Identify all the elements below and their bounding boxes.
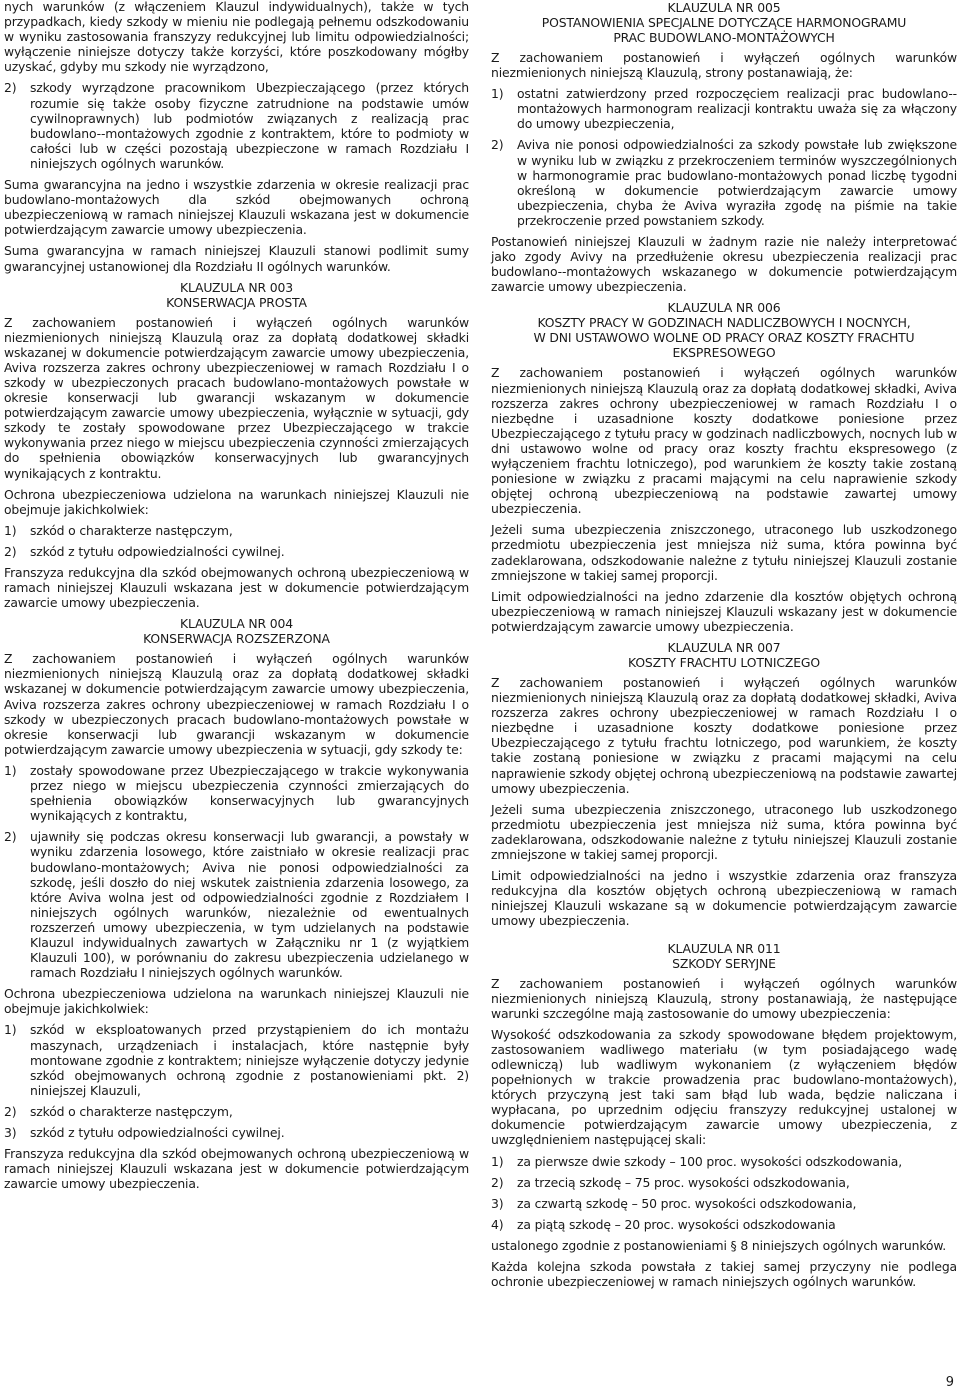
scale-list: [491, 1154, 957, 1232]
list-item: [4, 544, 469, 559]
clause-title: KOSZTY FRACHTU LOTNICZEGO: [628, 655, 820, 670]
clause-list: [491, 86, 957, 228]
list-number: 2): [4, 1103, 17, 1119]
list-text: ostatni zatwierdzony przed rozpoczęciem realizacji prac budowlano--montażowych harmonogram realizacji kontraktu uważa się za włączony do umowy ubezpieczenia,: [517, 86, 957, 132]
page-number: 9: [945, 1375, 954, 1390]
clause-title: KONSERWACJA PROSTA: [166, 294, 307, 310]
paragraph: Wysokość odszkodowania za szkody spowodowane błędem projektowym, zastosowaniem wadliwego materiału (w tym posiadającego wadę odlewniczą) lub wadliwym wykonaniem (z wyłączeniem błędów popełnionych w trakcie prowadzenia prac budowlano-montażowych), których przyczyną jest taki sam błąd lub wada, będzie naliczana i wypłacana, po uprzednim odjęciu franszyzy redukcyjnej ustalonej w dokumencie potwierdzającym zawarcie umowy ubezpieczenia, z uwzględnieniem następującej skali:: [491, 1026, 957, 1148]
list-text: zostały spowodowane przez Ubezpieczającego w trakcie wykonywania przez niego w miejscu ubezpieczenia czynności zmierzających do spełnienia obowiązków konserwacyjnych lub gwarancyjnych wynikających z kontraktu,: [30, 762, 469, 824]
clause-list: [4, 523, 469, 559]
list-text: szkód z tytułu odpowiedzialności cywilnej.: [30, 543, 285, 559]
clause-heading-011: [491, 941, 957, 971]
continuation-paragraph: nych warunków (z włączeniem Klauzul indywidualnych), także w tych przypadkach, kiedy szkody w mieniu nie podlegają pełnemu odszkodowaniu w wyniku zastosowania franszyzy redukcyjnej lub limitu odpowiedzialności; wyłączenie niniejsze dotyczy także korzyści, które poszkodowany mógłby uzyskać, gdyby mu szkody nie wyrządzono,: [4, 0, 469, 75]
clause-number: KLAUZULA NR 007: [667, 640, 781, 655]
clause-heading-005: [491, 0, 957, 45]
clause-number: KLAUZULA NR 005: [667, 0, 781, 15]
clause-heading-003: [4, 280, 469, 310]
list-number: 1): [491, 1153, 504, 1169]
paragraph: Franszyza redukcyjna dla szkód obejmowanych ochroną ubezpieczeniową w ramach niniejszej Klauzuli wskazana jest w dokumencie potwierdzającym zawarcie umowy ubezpieczenia.: [4, 565, 469, 611]
list-number: 2): [491, 1174, 504, 1190]
list-text: za pierwsze dwie szkody – 100 proc. wysokości odszkodowania,: [517, 1153, 902, 1169]
clause-heading-004: [4, 616, 469, 646]
list-item: [491, 86, 957, 131]
clause-number: KLAUZULA NR 011: [667, 940, 781, 956]
paragraph: Jeżeli suma ubezpieczenia zniszczonego, utraconego lub uszkodzonego przedmiotu ubezpieczenia jest mniejsza niż suma, która powinna być zadeklarowana, odszkodowanie należne z tytułu niniejszej Klauzuli zostanie zmniejszone w takiej samej proporcji.: [491, 801, 957, 863]
list-number: 1): [4, 1022, 17, 1038]
list-item: [4, 1125, 469, 1140]
list-text: szkód o charakterze następczym,: [30, 522, 233, 538]
list-item: [491, 1196, 957, 1211]
list-text: za trzecią szkodę – 75 proc. wysokości odszkodowania,: [517, 1174, 850, 1190]
list-number: 2): [4, 829, 17, 845]
list-text: za czwartą szkodę – 50 proc. wysokości odszkodowania,: [517, 1195, 857, 1211]
left-column: [4, 0, 469, 1197]
exclusion-list: [4, 80, 469, 171]
list-number: 3): [491, 1195, 504, 1211]
paragraph: Limit odpowiedzialności na jedno zdarzenie dla kosztów objętych ochroną ubezpieczeniową w ramach niniejszej Klauzuli wskazany jest w dokumencie potwierdzającym zawarcie umowy ubezpieczenia.: [491, 588, 957, 634]
clause-heading-007: [491, 640, 957, 670]
paragraph: Postanowień niniejszej Klauzuli w żadnym razie nie należy interpretować jako zgody Avivy na przedłużenie okresu ubezpieczenia realizacji prac budowlano--montażowych wskazanego w dokumencie potwierdzającym zawarcie umowy ubezpieczenia.: [491, 234, 957, 295]
paragraph: Ochrona ubezpieczeniowa udzielona na warunkach niniejszej Klauzuli nie obejmuje jakichkolwiek:: [4, 986, 469, 1017]
list-text: ujawniły się podczas okresu konserwacji lub gwarancji, a powstały w wyniku zdarzenia losowego, które zaistniało w okresie realizacji prac budowlano-montażowych; Aviva nie ponosi odpowiedzialności za szkodę, jeśli doszło do niej wskutek zaistnienia zdarzenia losowego, za które Aviva wolna jest od odpowiedzialności zgodnie z Rozdziałem I niniejszych ogólnych warunków, niezależnie od ewentualnych rozszerzeń umowy ubezpieczenia, w tym udzielanych na podstawie Klauzul indywidualnych zawartych w Załączniku nr 1 (z wyjątkiem Klauzuli 100), w porównaniu do zakresu ubezpieczenia udzielanego w ramach Rozdziału I niniejszych ogólnych warunków.: [30, 829, 469, 981]
clause-number: KLAUZULA NR 003: [179, 279, 294, 295]
list-item: [4, 829, 469, 980]
clause-title: POSTANOWIENIA SPECJALNE DOTYCZĄCE HARMONOGRAMU: [541, 15, 907, 30]
paragraph: Franszyza redukcyjna dla szkód obejmowanych ochroną ubezpieczeniową w ramach niniejszej Klauzuli wskazana jest w dokumencie potwierdzającym zawarcie umowy ubezpieczenia.: [4, 1146, 469, 1192]
list-item: [491, 1154, 957, 1169]
list-text: szkód o charakterze następczym,: [30, 1103, 233, 1119]
paragraph: Limit odpowiedzialności na jedno i wszystkie zdarzenia oraz franszyza redukcyjna dla kosztów objętych ochroną ubezpieczeniową w ramach niniejszej Klauzuli wskazane są w dokumencie potwierdzającym zawarcie umowy ubezpieczenia.: [491, 868, 957, 929]
clause-title: W DNI USTAWOWO WOLNE OD PRACY ORAZ KOSZTY FRACHTU: [533, 330, 915, 346]
clause-title: EKSPRESOWEGO: [672, 345, 776, 361]
list-number: 1): [491, 86, 504, 102]
list-number: 4): [491, 1216, 504, 1232]
list-number: 2): [491, 137, 504, 153]
paragraph: Suma gwarancyjna w ramach niniejszej Klauzuli stanowi podlimit sumy gwarancyjnej ustanowionej dla Rozdziału II ogólnych warunków.: [4, 243, 469, 274]
list-number: 1): [4, 522, 17, 538]
paragraph: Z zachowaniem postanowień i wyłączeń ogólnych warunków niezmienionych niniejszą Klauzulą oraz za dopłatą dodatkowej składki, Aviva rozszerza zakres ochrony ubezpieczeniowej w ramach Rozdziału I o niezbędne i uzasadnione koszty dodatkowe poniesione przez Ubezpieczającego z tytułu pracy w godzinach nadliczbowych, nocnych lub w dni ustawowo wolne od pracy oraz koszty frachtu ekspresowego (z wyłączeniem frachtu lotniczego), pod warunkiem że koszty takie zostaną poniesione w związku z pracami mającymi na celu naprawienie szkody objętej ochroną ubezpieczeniową na podstawie zawartej umowy ubezpieczenia.: [491, 365, 957, 517]
clause-title: KONSERWACJA ROZSZERZONA: [143, 631, 330, 647]
paragraph: Ochrona ubezpieczeniowa udzielona na warunkach niniejszej Klauzuli nie obejmuje jakichkolwiek:: [4, 486, 469, 517]
list-text: za piątą szkodę – 20 proc. wysokości odszkodowania: [517, 1216, 836, 1232]
list-item: [4, 523, 469, 538]
list-number: 3): [4, 1125, 17, 1140]
clause-list: [4, 763, 469, 980]
paragraph: Z zachowaniem postanowień i wyłączeń ogólnych warunków niezmienionych niniejszą Klauzulą oraz za dopłatą dodatkowej składki, Aviva rozszerza zakres ochrony ubezpieczeniowej w ramach Rozdziału I o niezbędne i uzasadnione koszty dodatkowe poniesione przez Ubezpieczającego z tytułu frachtu lotniczego, pod warunkiem, że koszty takie zostaną poniesione w związku z pracami mającymi na celu naprawienie szkody objętej ochroną ubezpieczeniową na podstawie zawartej umowy ubezpieczenia.: [491, 675, 957, 796]
paragraph: Z zachowaniem postanowień i wyłączeń ogólnych warunków niezmienionych niniejszą Klauzulą oraz za dopłatą dodatkowej składki wskazanej w dokumencie potwierdzającym zawarcie umowy ubezpieczenia, Aviva rozszerza zakres ochrony ubezpieczeniowej w ramach Rozdziału I o szkody w ubezpieczonych pracach budowlano-montażowych powstałe w okresie konserwacji lub gwarancji wskazanym w dokumencie potwierdzającym zawarcie umowy ubezpieczenia w sytuacji, gdy szkody te:: [4, 651, 469, 757]
clause-heading-006: [491, 300, 957, 360]
clause-list: [4, 1022, 469, 1140]
list-text: Aviva nie ponosi odpowiedzialności za szkody powstałe lub zwiększone w wyniku lub w związku z przekroczeniem terminów wyszczególnionych w harmonogramie prac budowlano-montażowych ponad liczbę tygodni określoną w dokumencie potwierdzającym zawarcie umowy ubezpieczenia, chyba że Aviva wyraziła zgodę na piśmie na takie przekroczenie przed powstaniem szkody.: [517, 137, 957, 228]
list-text: szkód w eksploatowanych przed przystąpieniem do ich montażu maszynach, urządzeniach i instalacjach, które następnie były montowane zgodnie z kontraktem; niniejsze wyłączenie dotyczy jedynie szkód obejmowanych ochroną zgodnie z postanowieniami pkt. 2) niniejszej Klauzuli,: [30, 1022, 469, 1098]
list-item: [4, 1022, 469, 1097]
paragraph: Jeżeli suma ubezpieczenia zniszczonego, utraconego lub uszkodzonego przedmiotu ubezpieczenia jest mniejsza niż suma, która powinna być zadeklarowana, odszkodowanie należne z tytułu niniejszej Klauzuli zostanie zmniejszone w takiej samej proporcji.: [491, 522, 957, 583]
list-item: [491, 1217, 957, 1232]
list-number: 1): [4, 762, 17, 778]
clause-title: KOSZTY PRACY W GODZINACH NADLICZBOWYCH I NOCNYCH,: [537, 315, 911, 331]
clause-number: KLAUZULA NR 006: [667, 300, 781, 316]
paragraph: Suma gwarancyjna na jedno i wszystkie zdarzenia w okresie realizacji prac budowlano-montażowych dla szkód obejmowanych ochroną ubezpieczeniową w ramach niniejszej Klauzuli wskazana jest w dokumencie potwierdzającym zawarcie umowy ubezpieczenia.: [4, 177, 469, 238]
paragraph: ustalonego zgodnie z postanowieniami § 8 niniejszych ogólnych warunków.: [491, 1237, 946, 1253]
paragraph: Z zachowaniem postanowień i wyłączeń ogólnych warunków niezmienionych niniejszą Klauzulą, strony postanawiają, że następujące warunki szczególne mają zastosowanie do umowy ubezpieczenia:: [491, 975, 957, 1021]
list-number: 2): [4, 543, 17, 559]
clause-title: PRAC BUDOWLANO-MONTAŻOWYCH: [613, 30, 835, 45]
list-item: [491, 1175, 957, 1190]
list-item: [4, 80, 469, 171]
clause-number: KLAUZULA NR 004: [179, 616, 294, 632]
right-column: [491, 0, 957, 1295]
clause-title: SZKODY SERYJNE: [672, 955, 776, 971]
list-item: [4, 1104, 469, 1119]
paragraph: Każda kolejna szkoda powstała z takiej samej przyczyny nie podlega ochronie ubezpieczeniowej w ramach niniejszych ogólnych warunków.: [491, 1259, 957, 1290]
list-item: [491, 137, 957, 228]
list-text: szkody wyrządzone pracownikom Ubezpieczającego (przez których rozumie się także osoby fizyczne zatrudnione na podstawie umów cywilnoprawnych) lub podmiotów związanych z realizacją prac budowlano--montażowych zgodnie z kontraktem, które to podmioty w całości lub w części pozostają ubezpieczone w ramach Rozdziału I niniejszych ogólnych warunków.: [30, 80, 469, 171]
list-number: 2): [4, 80, 17, 96]
paragraph: Z zachowaniem postanowień i wyłączeń ogólnych warunków niezmienionych niniejszą Klauzulą, strony postanawiają, że:: [491, 50, 957, 81]
list-item: [4, 763, 469, 823]
paragraph: Z zachowaniem postanowień i wyłączeń ogólnych warunków niezmienionych niniejszą Klauzulą oraz za dopłatą dodatkowej składki wskazanej w dokumencie potwierdzającym zawarcie umowy ubezpieczenia, Aviva rozszerza zakres ochrony ubezpieczeniowej w ramach Rozdziału I o szkody w ubezpieczonych pracach budowlano-montażowych powstałe w okresie konserwacji lub gwarancji wskazanym w dokumencie potwierdzającym zawarcie umowy ubezpieczenia, wyłącznie w sytuacji, gdy szkody te zostały spowodowane przez Ubezpieczającego w trakcie wykonywania przez niego w miejscu ubezpieczenia czynności zmierzających do spełnienia obowiązków konserwacyjnych lub gwarancyjnych wynikających z kontraktu.: [4, 314, 469, 481]
list-text: szkód z tytułu odpowiedzialności cywilnej.: [30, 1125, 285, 1140]
